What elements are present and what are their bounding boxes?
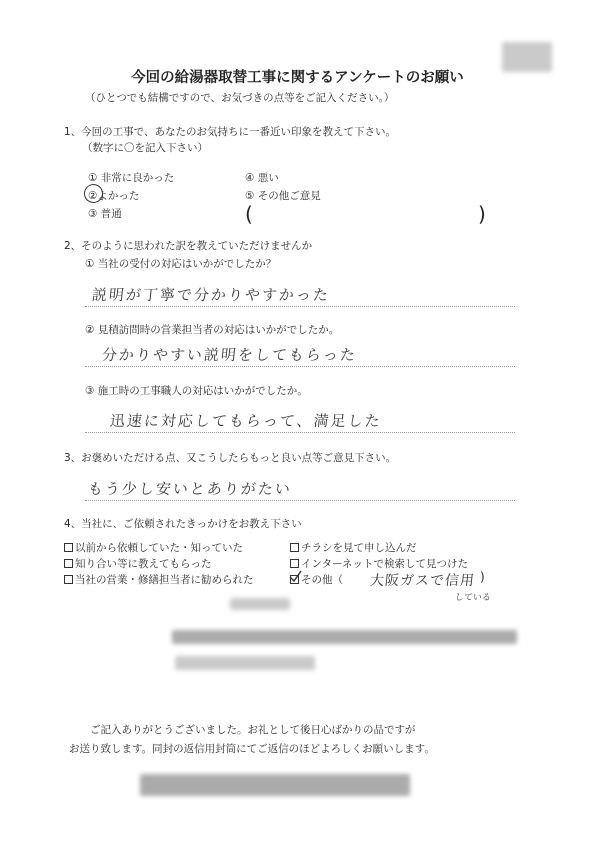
q4-option-right-1-label: チラシを見て申し込んだ	[301, 542, 417, 554]
q4-other-answer: 大阪ガスで信用	[369, 573, 476, 589]
q3-question: 3、お褒めいただける点、又こうしたらもっと良い点等ご意見下さい。	[64, 452, 397, 464]
q4-option-left-3	[64, 572, 254, 587]
page-title: 今回の給湯器取替工事に関するアンケートのお願い	[131, 70, 464, 86]
q3-answer: もう少し安いとありがたい	[87, 480, 293, 498]
q2-question: 2、そのように思われた訳を教えていただけませんか	[64, 240, 313, 252]
q4-option-right-1	[290, 540, 417, 555]
q1-option-1: ① 非常に良かった	[88, 172, 175, 184]
q1-option-2: ②よかった	[88, 190, 140, 202]
redacted-block-3	[175, 656, 315, 670]
q1-other-paren-close: )	[478, 202, 486, 226]
q4-question: 4、当社に、ご依頼されたきっかけをお教え下さい	[64, 518, 302, 530]
checkbox-icon	[64, 543, 73, 552]
q4-other-answer-2: している	[454, 593, 492, 603]
q4-option-left-1-label: 以前から依頼していた・知っていた	[75, 542, 243, 554]
q4-option-right-2	[290, 556, 468, 571]
q2-answer-3-line	[85, 432, 515, 433]
q2-sub1: ① 当社の受付の対応はいかがでしたか？	[85, 258, 277, 270]
redacted-footer	[140, 774, 410, 796]
q1-option-5: ⑤ その他ご意見	[245, 190, 321, 202]
checkbox-icon	[290, 559, 299, 568]
q4-option-left-1	[64, 540, 243, 555]
q2-sub3: ③ 施工時の工事職人の対応はいかがでしたか。	[85, 385, 308, 397]
q4-option-right-2-label: インターネットで検索して見つけた	[301, 558, 469, 570]
checkbox-icon	[64, 575, 73, 584]
q1-question: 1、今回の工事で、あなたのお気持ちに一番近い印象を教えて下さい。	[64, 126, 396, 138]
q4-option-right-3-label: その他（	[301, 574, 343, 586]
closing-line-1: ご記入ありがとうございました。お礼として後日心ばかりの品ですが	[90, 724, 416, 736]
q2-sub2: ② 見積訪問時の営業担当者の対応はいかがでしたか。	[85, 324, 340, 336]
q2-answer-2: 分かりやすい説明をしてもらった	[101, 346, 358, 364]
q1-other-paren-open: (	[245, 202, 253, 226]
q1-note: （数字に〇を記入下さい）	[82, 142, 208, 154]
q1-option-3: ③ 普通	[88, 208, 122, 220]
q4-other-paren-close: )	[480, 570, 485, 584]
q1-option-4: ④ 悪い	[245, 172, 279, 184]
checkbox-checked-icon	[290, 575, 299, 584]
checkbox-icon	[290, 543, 299, 552]
closing-line-2: お送り致します。同封の返信用封筒にてご返信のほどよろしくお願いします。	[69, 743, 435, 755]
q4-option-left-2	[64, 556, 212, 571]
q2-answer-2-line	[85, 366, 515, 367]
q4-option-left-3-label: 当社の営業・修繕担当者に勧められた	[75, 574, 254, 586]
q3-answer-line	[85, 500, 515, 501]
page-subtitle: （ひとつでも結構ですので、お気づきの点等をご記入ください。）	[85, 92, 395, 104]
redacted-block-1	[230, 598, 290, 610]
redacted-block-2	[172, 630, 517, 644]
q2-answer-1: 説明が丁寧で分かりやすかった	[91, 286, 331, 304]
checkbox-icon	[64, 559, 73, 568]
q4-option-right-3	[290, 572, 343, 587]
q4-option-left-2-label: 知り合い等に教えてもらった	[75, 558, 212, 570]
q2-answer-3: 迅速に対応してもらって、満足した	[109, 412, 383, 430]
q2-answer-1-line	[85, 306, 515, 307]
